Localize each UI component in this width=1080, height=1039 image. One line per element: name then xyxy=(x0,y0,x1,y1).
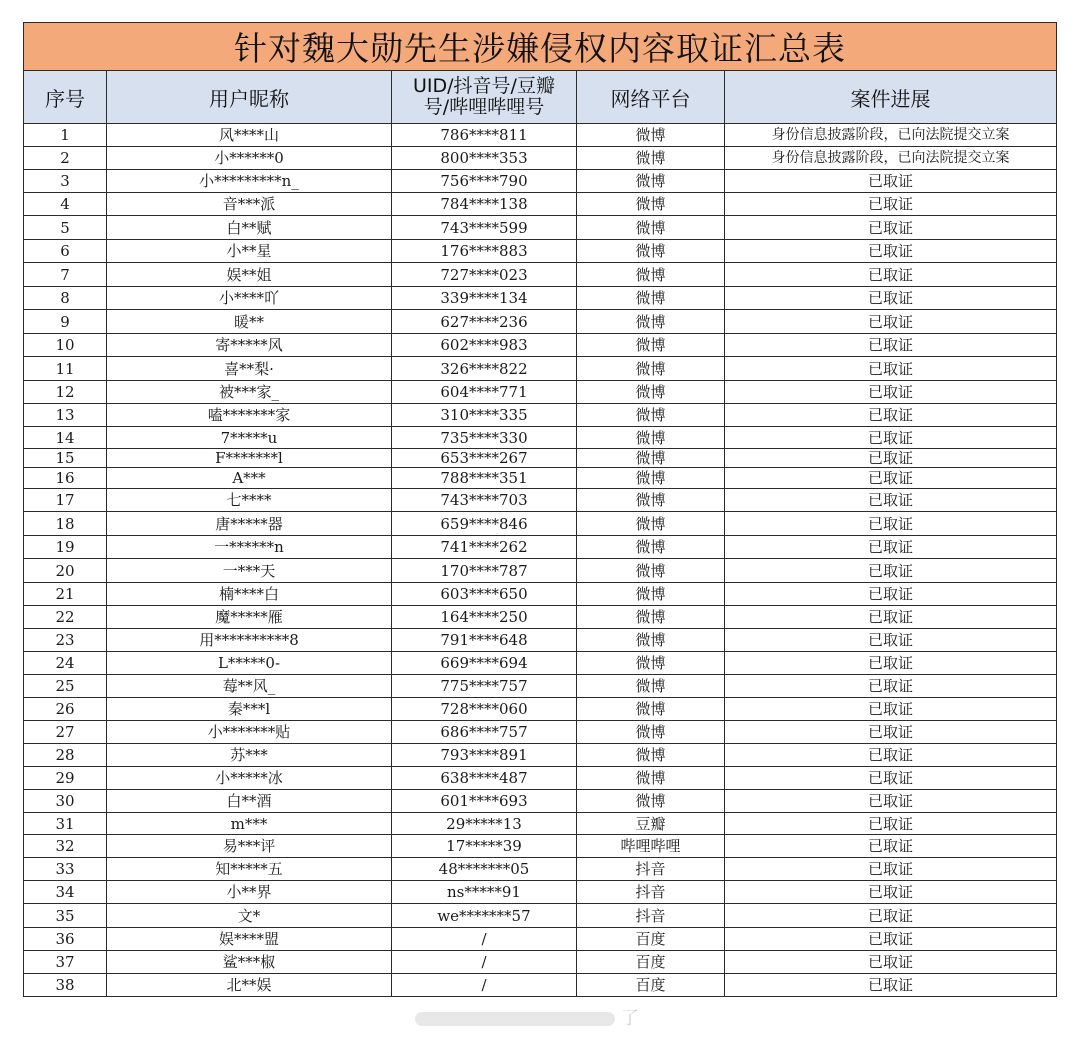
cell-nickname: 寄*****风 xyxy=(107,334,392,357)
cell-platform: 微博 xyxy=(577,147,725,170)
table-row xyxy=(24,404,1057,427)
cell-status: 已取证 xyxy=(725,216,1057,240)
cell-index: 6 xyxy=(24,240,107,263)
table-row xyxy=(24,334,1057,357)
table-row xyxy=(24,652,1057,675)
cell-platform: 微博 xyxy=(577,536,725,559)
cell-nickname: 小*********n_ xyxy=(107,170,392,193)
cell-uid: 743****599 xyxy=(392,216,577,240)
header-uid-line1: UID/抖音号/豆瓣 xyxy=(413,75,555,97)
cell-nickname: m*** xyxy=(107,813,392,835)
cell-nickname: 音***派 xyxy=(107,193,392,216)
cell-index: 36 xyxy=(24,928,107,951)
cell-index: 13 xyxy=(24,404,107,427)
cell-platform: 微博 xyxy=(577,216,725,240)
cell-status: 已取证 xyxy=(725,193,1057,216)
table-row xyxy=(24,721,1057,744)
table-row xyxy=(24,858,1057,881)
cell-uid: we*******57 xyxy=(392,904,577,928)
cell-status: 已取证 xyxy=(725,698,1057,721)
cell-nickname: 北**娱 xyxy=(107,974,392,997)
cell-index: 25 xyxy=(24,675,107,698)
cell-platform: 微博 xyxy=(577,310,725,334)
cell-platform: 微博 xyxy=(577,263,725,287)
cell-index: 27 xyxy=(24,721,107,744)
cell-index: 33 xyxy=(24,858,107,881)
watermark xyxy=(415,1004,665,1030)
cell-nickname: 娱**姐 xyxy=(107,263,392,287)
cell-index: 24 xyxy=(24,652,107,675)
cell-index: 11 xyxy=(24,357,107,381)
cell-platform: 微博 xyxy=(577,240,725,263)
cell-platform: 百度 xyxy=(577,974,725,997)
cell-status: 已取证 xyxy=(725,489,1057,512)
cell-status: 已取证 xyxy=(725,404,1057,427)
cell-index: 28 xyxy=(24,744,107,767)
cell-status: 已取证 xyxy=(725,449,1057,468)
cell-index: 35 xyxy=(24,904,107,928)
cell-nickname: 一***天 xyxy=(107,559,392,583)
cell-nickname: 小******0 xyxy=(107,147,392,170)
header-platform: 网络平台 xyxy=(577,71,725,124)
cell-nickname: 易***评 xyxy=(107,835,392,858)
cell-nickname: 鲨***椒 xyxy=(107,951,392,974)
cell-index: 31 xyxy=(24,813,107,835)
cell-nickname: A*** xyxy=(107,468,392,489)
cell-status: 已取证 xyxy=(725,606,1057,629)
cell-uid: 627****236 xyxy=(392,310,577,334)
cell-index: 10 xyxy=(24,334,107,357)
table-row xyxy=(24,881,1057,904)
cell-index: 23 xyxy=(24,629,107,652)
cell-nickname: 苏*** xyxy=(107,744,392,767)
table-row xyxy=(24,287,1057,310)
cell-nickname: 用**********8 xyxy=(107,629,392,652)
table-row xyxy=(24,583,1057,606)
cell-nickname: 小*****冰 xyxy=(107,767,392,790)
cell-nickname: 白**赋 xyxy=(107,216,392,240)
cell-uid: / xyxy=(392,974,577,997)
cell-uid: 791****648 xyxy=(392,629,577,652)
cell-uid: 310****335 xyxy=(392,404,577,427)
table-row xyxy=(24,240,1057,263)
cell-status: 已取证 xyxy=(725,536,1057,559)
table-row xyxy=(24,512,1057,536)
cell-index: 9 xyxy=(24,310,107,334)
cell-status: 已取证 xyxy=(725,170,1057,193)
cell-uid: 788****351 xyxy=(392,468,577,489)
table-row xyxy=(24,698,1057,721)
cell-nickname: 文* xyxy=(107,904,392,928)
cell-status: 已取证 xyxy=(725,240,1057,263)
cell-platform: 微博 xyxy=(577,381,725,404)
cell-platform: 微博 xyxy=(577,721,725,744)
cell-platform: 百度 xyxy=(577,951,725,974)
table-row xyxy=(24,813,1057,835)
cell-status: 已取证 xyxy=(725,767,1057,790)
cell-uid: 756****790 xyxy=(392,170,577,193)
cell-uid: 786****811 xyxy=(392,124,577,147)
cell-index: 7 xyxy=(24,263,107,287)
table-row xyxy=(24,381,1057,404)
cell-index: 26 xyxy=(24,698,107,721)
cell-nickname: 莓**风_ xyxy=(107,675,392,698)
cell-index: 34 xyxy=(24,881,107,904)
cell-uid: ns*****91 xyxy=(392,881,577,904)
table-row xyxy=(24,675,1057,698)
cell-nickname: 小**星 xyxy=(107,240,392,263)
cell-platform: 微博 xyxy=(577,698,725,721)
cell-status: 已取证 xyxy=(725,287,1057,310)
cell-status: 已取证 xyxy=(725,835,1057,858)
cell-uid: 775****757 xyxy=(392,675,577,698)
table-row xyxy=(24,629,1057,652)
table-row xyxy=(24,170,1057,193)
cell-platform: 微博 xyxy=(577,357,725,381)
cell-uid: 164****250 xyxy=(392,606,577,629)
cell-uid: 653****267 xyxy=(392,449,577,468)
cell-platform: 微博 xyxy=(577,652,725,675)
cell-uid: 170****787 xyxy=(392,559,577,583)
cell-nickname: 小*******贴 xyxy=(107,721,392,744)
cell-uid: 176****883 xyxy=(392,240,577,263)
cell-nickname: 知*****五 xyxy=(107,858,392,881)
cell-uid: 339****134 xyxy=(392,287,577,310)
cell-uid: 728****060 xyxy=(392,698,577,721)
cell-index: 16 xyxy=(24,468,107,489)
cell-index: 1 xyxy=(24,124,107,147)
cell-status: 已取证 xyxy=(725,468,1057,489)
cell-uid: 727****023 xyxy=(392,263,577,287)
cell-platform: 微博 xyxy=(577,512,725,536)
cell-uid: 735****330 xyxy=(392,427,577,449)
cell-nickname: 秦***l xyxy=(107,698,392,721)
table-row xyxy=(24,147,1057,170)
cell-status: 已取证 xyxy=(725,951,1057,974)
watermark-blur xyxy=(415,1012,615,1026)
evidence-sheet xyxy=(23,22,1056,997)
cell-uid: 601****693 xyxy=(392,790,577,813)
cell-index: 29 xyxy=(24,767,107,790)
cell-nickname: 七**** xyxy=(107,489,392,512)
cell-platform: 微博 xyxy=(577,629,725,652)
cell-nickname: L*****0- xyxy=(107,652,392,675)
cell-status: 已取证 xyxy=(725,559,1057,583)
cell-uid: 659****846 xyxy=(392,512,577,536)
cell-index: 17 xyxy=(24,489,107,512)
cell-uid: 686****757 xyxy=(392,721,577,744)
cell-platform: 微博 xyxy=(577,675,725,698)
cell-status: 已取证 xyxy=(725,310,1057,334)
cell-status: 已取证 xyxy=(725,427,1057,449)
cell-platform: 哔哩哔哩 xyxy=(577,835,725,858)
table-row xyxy=(24,904,1057,928)
cell-platform: 微博 xyxy=(577,468,725,489)
header-nickname: 用户昵称 xyxy=(107,71,392,124)
cell-platform: 微博 xyxy=(577,583,725,606)
table-row xyxy=(24,790,1057,813)
cell-index: 21 xyxy=(24,583,107,606)
cell-platform: 微博 xyxy=(577,170,725,193)
table-row xyxy=(24,193,1057,216)
cell-uid: / xyxy=(392,928,577,951)
cell-index: 32 xyxy=(24,835,107,858)
cell-platform: 微博 xyxy=(577,334,725,357)
cell-index: 15 xyxy=(24,449,107,468)
cell-nickname: 小****吖 xyxy=(107,287,392,310)
cell-uid: 743****703 xyxy=(392,489,577,512)
table-row xyxy=(24,559,1057,583)
table-body xyxy=(24,124,1057,997)
cell-nickname: 嗑*******家 xyxy=(107,404,392,427)
cell-nickname: 唐*****器 xyxy=(107,512,392,536)
table-row xyxy=(24,263,1057,287)
cell-index: 18 xyxy=(24,512,107,536)
cell-uid: 604****771 xyxy=(392,381,577,404)
table-title: 针对魏大勋先生涉嫌侵权内容取证汇总表 xyxy=(24,23,1057,71)
cell-status: 已取证 xyxy=(725,357,1057,381)
cell-platform: 抖音 xyxy=(577,858,725,881)
cell-status: 已取证 xyxy=(725,675,1057,698)
cell-uid: 669****694 xyxy=(392,652,577,675)
table-row xyxy=(24,606,1057,629)
cell-platform: 百度 xyxy=(577,928,725,951)
cell-index: 3 xyxy=(24,170,107,193)
cell-uid: 48*******05 xyxy=(392,858,577,881)
cell-platform: 微博 xyxy=(577,427,725,449)
cell-uid: 603****650 xyxy=(392,583,577,606)
cell-platform: 微博 xyxy=(577,767,725,790)
cell-index: 30 xyxy=(24,790,107,813)
cell-platform: 抖音 xyxy=(577,881,725,904)
cell-nickname: 风****山 xyxy=(107,124,392,147)
evidence-table xyxy=(23,22,1057,997)
cell-platform: 微博 xyxy=(577,404,725,427)
table-row xyxy=(24,468,1057,489)
table-row xyxy=(24,489,1057,512)
cell-uid: 784****138 xyxy=(392,193,577,216)
cell-platform: 微博 xyxy=(577,489,725,512)
table-row xyxy=(24,357,1057,381)
cell-nickname: 白**酒 xyxy=(107,790,392,813)
table-row xyxy=(24,767,1057,790)
cell-status: 已取证 xyxy=(725,928,1057,951)
table-row xyxy=(24,974,1057,997)
cell-platform: 微博 xyxy=(577,124,725,147)
cell-index: 38 xyxy=(24,974,107,997)
cell-index: 12 xyxy=(24,381,107,404)
cell-platform: 微博 xyxy=(577,287,725,310)
cell-index: 5 xyxy=(24,216,107,240)
cell-nickname: 7*****u xyxy=(107,427,392,449)
cell-nickname: 娱****盟 xyxy=(107,928,392,951)
cell-nickname: 魔*****雁 xyxy=(107,606,392,629)
cell-index: 20 xyxy=(24,559,107,583)
table-row xyxy=(24,744,1057,767)
cell-uid: 793****891 xyxy=(392,744,577,767)
cell-platform: 抖音 xyxy=(577,904,725,928)
header-uid xyxy=(392,71,577,124)
table-row xyxy=(24,449,1057,468)
cell-uid: 800****353 xyxy=(392,147,577,170)
cell-status: 已取证 xyxy=(725,263,1057,287)
table-row xyxy=(24,124,1057,147)
header-index: 序号 xyxy=(24,71,107,124)
cell-platform: 微博 xyxy=(577,559,725,583)
cell-status: 已取证 xyxy=(725,652,1057,675)
cell-status: 已取证 xyxy=(725,974,1057,997)
cell-status: 已取证 xyxy=(725,381,1057,404)
cell-platform: 微博 xyxy=(577,193,725,216)
cell-index: 22 xyxy=(24,606,107,629)
cell-status: 身份信息披露阶段，已向法院提交立案 xyxy=(725,124,1057,147)
cell-uid: 17*****39 xyxy=(392,835,577,858)
cell-status: 已取证 xyxy=(725,904,1057,928)
header-uid-line2: 号/哔哩哔哩号 xyxy=(423,96,545,118)
cell-index: 8 xyxy=(24,287,107,310)
cell-nickname: 被***家_ xyxy=(107,381,392,404)
table-row xyxy=(24,536,1057,559)
table-row xyxy=(24,427,1057,449)
cell-nickname: 小**界 xyxy=(107,881,392,904)
header-status: 案件进展 xyxy=(725,71,1057,124)
cell-nickname: 楠****白 xyxy=(107,583,392,606)
cell-index: 14 xyxy=(24,427,107,449)
cell-uid: 602****983 xyxy=(392,334,577,357)
table-row xyxy=(24,216,1057,240)
cell-status: 已取证 xyxy=(725,721,1057,744)
cell-platform: 豆瓣 xyxy=(577,813,725,835)
cell-platform: 微博 xyxy=(577,744,725,767)
table-row xyxy=(24,835,1057,858)
cell-status: 已取证 xyxy=(725,583,1057,606)
cell-status: 已取证 xyxy=(725,858,1057,881)
cell-index: 2 xyxy=(24,147,107,170)
cell-uid: 29*****13 xyxy=(392,813,577,835)
cell-uid: 638****487 xyxy=(392,767,577,790)
cell-uid: 326****822 xyxy=(392,357,577,381)
cell-nickname: 喜**梨· xyxy=(107,357,392,381)
cell-status: 已取证 xyxy=(725,334,1057,357)
header-row xyxy=(24,71,1057,124)
cell-index: 37 xyxy=(24,951,107,974)
cell-status: 已取证 xyxy=(725,512,1057,536)
cell-status: 已取证 xyxy=(725,790,1057,813)
cell-status: 已取证 xyxy=(725,881,1057,904)
cell-platform: 微博 xyxy=(577,449,725,468)
cell-status: 身份信息披露阶段，已向法院提交立案 xyxy=(725,147,1057,170)
table-row xyxy=(24,951,1057,974)
cell-platform: 微博 xyxy=(577,606,725,629)
cell-index: 19 xyxy=(24,536,107,559)
cell-nickname: 暖** xyxy=(107,310,392,334)
table-row xyxy=(24,310,1057,334)
cell-uid: / xyxy=(392,951,577,974)
cell-status: 已取证 xyxy=(725,629,1057,652)
cell-platform: 微博 xyxy=(577,790,725,813)
cell-nickname: F*******l xyxy=(107,449,392,468)
watermark-text: 了 xyxy=(621,1008,641,1029)
table-row xyxy=(24,928,1057,951)
cell-uid: 741****262 xyxy=(392,536,577,559)
cell-status: 已取证 xyxy=(725,813,1057,835)
cell-index: 4 xyxy=(24,193,107,216)
cell-nickname: 一******n xyxy=(107,536,392,559)
cell-status: 已取证 xyxy=(725,744,1057,767)
